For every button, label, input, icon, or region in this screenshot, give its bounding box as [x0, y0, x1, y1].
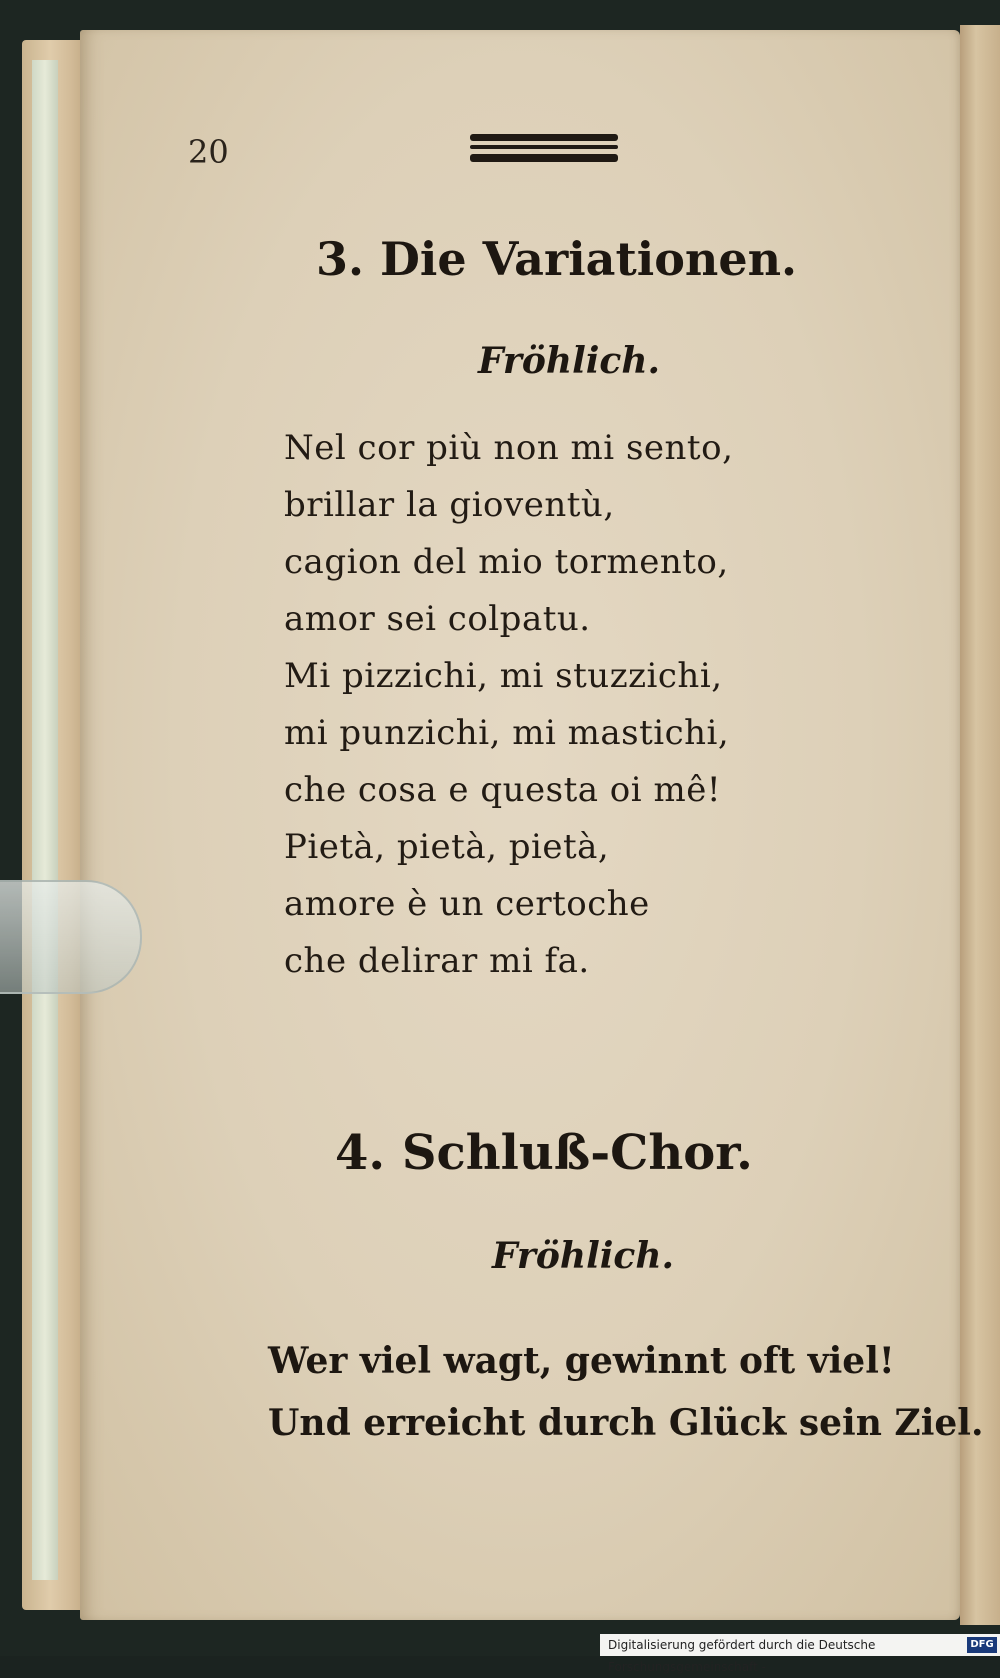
- verse-line: Mi pizzichi, mi stuzzichi,: [284, 656, 723, 696]
- section-heading-variationen: 3. Die Variationen.: [316, 232, 798, 286]
- verse-line: che delirar mi fa.: [284, 941, 590, 981]
- ornament-rule: [470, 134, 618, 164]
- verse-line: Pietà, pietà, pietà,: [284, 827, 610, 867]
- tempo-marking: Fröhlich.: [478, 340, 661, 382]
- verse-line: che cosa e questa oi mê!: [284, 770, 721, 810]
- verse-line: amore è un certoche: [284, 884, 650, 924]
- dfg-logo: DFG: [967, 1637, 997, 1653]
- verse-line: amor sei colpatu.: [284, 599, 591, 639]
- rule-bar-middle: [470, 145, 618, 149]
- page-number: 20: [188, 133, 229, 171]
- rule-bar-bottom: [470, 154, 618, 162]
- book-spine-strip: [32, 60, 58, 1580]
- verse-line: mi punzichi, mi mastichi,: [284, 713, 730, 753]
- section-heading-schluss-chor: 4. Schluß-Chor.: [335, 1125, 753, 1181]
- verse-line: brillar la gioventù,: [284, 485, 615, 525]
- rule-bar-top: [470, 134, 618, 141]
- verse-line: cagion del mio tormento,: [284, 542, 729, 582]
- verse-line: Wer viel wagt, gewinnt oft viel!: [268, 1340, 895, 1382]
- funding-credit: Digitalisierung gefördert durch die Deutsche Forschungsgemeinschaft -: [608, 1638, 876, 1674]
- verse-line: Und erreicht durch Glück sein Ziel.: [268, 1402, 984, 1444]
- digitization-footer: [600, 1634, 1000, 1674]
- chorus-verse: [268, 1330, 984, 1454]
- page-holder-clip: [0, 880, 142, 994]
- verse-line: Nel cor più non mi sento,: [284, 428, 734, 468]
- italian-verse: [284, 420, 733, 990]
- tempo-marking: Fröhlich.: [492, 1235, 675, 1277]
